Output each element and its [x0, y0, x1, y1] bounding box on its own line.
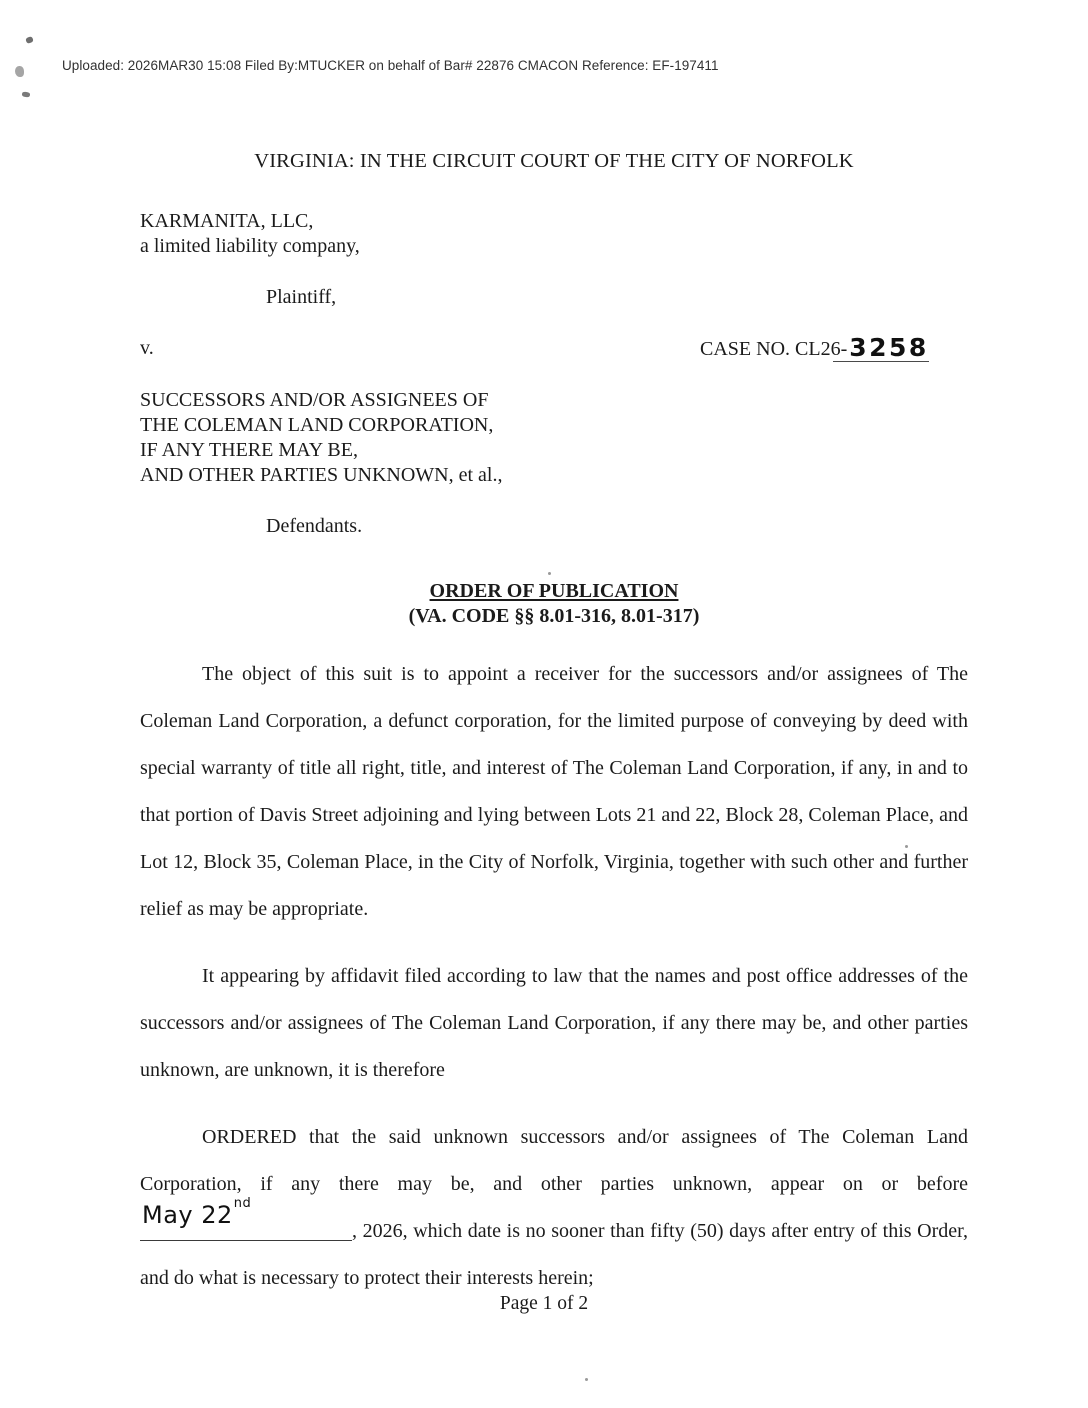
- filing-stamp: Uploaded: 2026MAR30 15:08 Filed By:MTUCKER on behalf of Bar# 22876 CMACON Reference: EF-197411: [62, 58, 719, 73]
- scan-speckle-artifact: [25, 36, 34, 44]
- plaintiff-description: a limited liability company,: [140, 235, 360, 257]
- appearance-date-blank-line: [140, 1196, 352, 1241]
- appearance-date-value: May 22: [142, 1201, 233, 1229]
- case-number-field: [700, 334, 929, 362]
- court-title: VIRGINIA: IN THE CIRCUIT COURT OF THE CITY OF NORFOLK: [254, 150, 854, 172]
- case-number-handwritten-value: 3258: [849, 333, 929, 362]
- appearance-date-handwritten: [142, 1187, 250, 1239]
- defendant-line: AND OTHER PARTIES UNKNOWN, et al.,: [140, 464, 503, 486]
- scan-dot-artifact: [548, 572, 551, 575]
- scan-dot-artifact: [905, 845, 908, 848]
- scan-dot-artifact: [585, 1378, 588, 1381]
- appearance-date-ordinal: nd: [233, 1196, 252, 1211]
- case-number-label: CASE NO. CL26-: [700, 338, 848, 360]
- defendant-line: SUCCESSORS AND/OR ASSIGNEES OF: [140, 389, 489, 411]
- versus-label: v.: [140, 337, 154, 359]
- order-statute-subtitle: (VA. CODE §§ 8.01-316, 8.01-317): [408, 605, 700, 627]
- paragraph-affidavit: It appearing by affidavit filed according to law that the names and post office addresses of the successors and/or assignees of The Coleman Land Corporation, if any there may be, and other parties unknown, are unknown, it is therefore: [140, 965, 968, 1081]
- page-footer: Page 1 of 2: [499, 1293, 589, 1314]
- ordered-text-after-date: , 2026, which date is no sooner than fifty (50) days after entry of this Order, and do what is necessary to protect their interests herein;: [140, 1220, 968, 1289]
- paragraph-ordered: [140, 1114, 968, 1302]
- scan-speckle-artifact: [15, 66, 24, 77]
- defendant-role-label: Defendants.: [266, 515, 363, 537]
- order-title-block: [140, 579, 968, 629]
- defendant-line: THE COLEMAN LAND CORPORATION,: [140, 414, 494, 436]
- plaintiff-name: KARMANITA, LLC,: [140, 210, 314, 232]
- order-title: ORDER OF PUBLICATION: [429, 580, 679, 602]
- case-caption: [140, 209, 968, 539]
- document-body: [140, 150, 968, 1322]
- plaintiff-role-label: Plaintiff,: [266, 286, 337, 308]
- defendant-line: IF ANY THERE MAY BE,: [140, 439, 358, 461]
- scan-speckle-artifact: [22, 91, 31, 97]
- paragraph-object-of-suit: The object of this suit is to appoint a receiver for the successors and/or assignees of The Coleman Land Corporation, a defunct corporation, for the limited purpose of conveying by deed with special warranty of title all right, title, and interest of The Coleman Land Corporation, if any, in and to that portion of Davis Street adjoining and lying between Lots 21 and 22, Block 28, Coleman Place, and Lot 12, Block 35, Coleman Place, in the City of Norfolk, Virginia, together with such other and further relief as may be appropriate.: [140, 663, 968, 920]
- ordered-text-before-date: ORDERED that the said unknown successors and/or assignees of The Coleman Land Corporation, if any there may be, and other parties unknown, appear on or before: [140, 1126, 968, 1195]
- versus-row: [140, 333, 968, 366]
